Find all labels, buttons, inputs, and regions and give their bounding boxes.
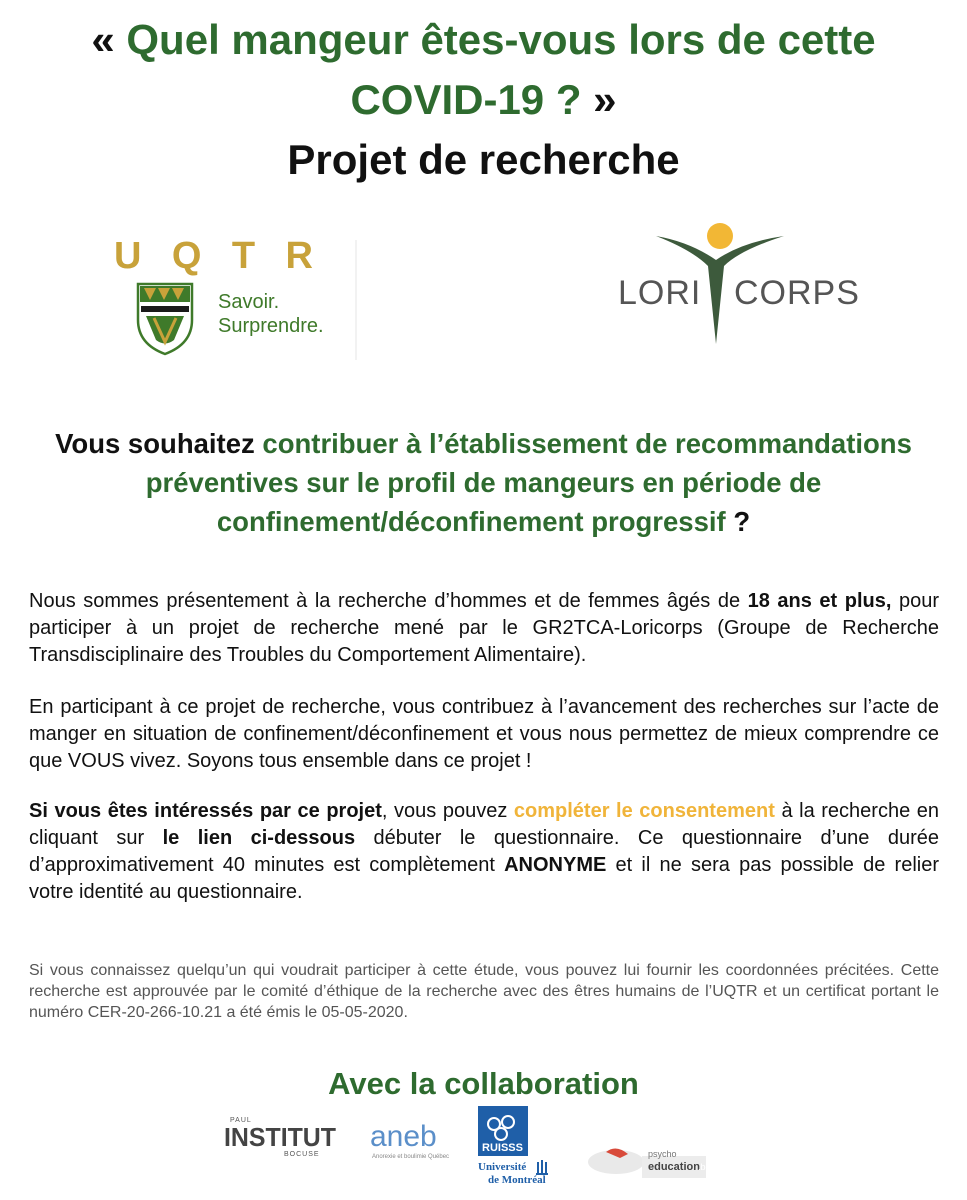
title-close-quote: »	[581, 76, 617, 123]
page-title	[0, 10, 967, 190]
loricorps-logo-graphic	[612, 220, 862, 350]
title-line-2: COVID-19 ?	[350, 76, 582, 123]
p3-link-mention: le lien ci-dessous	[162, 827, 356, 849]
uqtr-wordmark: UQTR	[114, 235, 319, 277]
loricorps-left: LORI	[618, 274, 702, 312]
figure-head-icon	[707, 223, 733, 249]
loricorps-right: CORPS	[734, 274, 860, 312]
headline-highlight: contribuer à l’établissement de recommandations préventives sur le profil de mangeurs en période de confinement/déconfinement progressif	[145, 428, 912, 537]
title-subtitle: Projet de recherche	[287, 136, 680, 183]
headline-lead: Vous souhaitez	[55, 428, 263, 459]
title-open-quote: «	[91, 16, 127, 63]
udem-line-1: Université	[478, 1161, 527, 1173]
institut-top: PAUL	[230, 1117, 252, 1124]
p1-text-b: pour participer à un projet de recherche mené par le GR2TCA-Loricorps (Groupe de Recherche Transdisciplinaire des Troubles du Comportement Alimentaire).	[29, 590, 939, 666]
p1-age-requirement: 18 ans et plus,	[747, 590, 892, 612]
ruisss-logo	[474, 1106, 564, 1188]
p3-interest-bold: Si vous êtes intéressés par ce projet	[29, 800, 382, 822]
p3-anonymous: ANONYME	[504, 854, 607, 876]
consent-link[interactable]: compléter le consentement	[513, 800, 775, 822]
aneb-logo	[368, 1118, 463, 1163]
loricorps-logo	[612, 220, 862, 350]
uqtr-tagline-2: Surprendre.	[218, 315, 324, 337]
collaboration-title: Avec la collaboration	[328, 1066, 639, 1101]
uqtr-tagline-1: Savoir.	[218, 291, 280, 313]
headline	[20, 424, 947, 541]
p3-text-b: à la recherche en cliquant sur	[29, 800, 940, 849]
ethics-note: Si vous connaissez quelqu’un qui voudrait participer à cette étude, vous pouvez lui fournir les coordonnées précitées. Cette recherche est approuvée par le comité d’éthique de la recherche avec des êtres humains de l’UQTR et un certificat portant le numéro CER-20-266-10.21 a été émis le 05-05-2020.	[29, 962, 939, 1021]
udem-line-2: de Montréal	[488, 1174, 546, 1186]
paragraph-recruitment	[29, 588, 939, 669]
aneb-wordmark: aneb	[370, 1120, 437, 1153]
p3-text-d: et il ne sera pas possible de relier votre identité au questionnaire.	[29, 854, 939, 903]
p1-text-a: Nous sommes présentement à la recherche d’hommes et de femmes âgés de	[29, 590, 748, 612]
p3-text-c: débuter le questionnaire. Ce questionnaire d’une durée d’approximativement 40 minutes est complètement	[29, 827, 939, 876]
psycho-tld: .be	[698, 1162, 711, 1172]
ruisss-name: RUISSS	[482, 1142, 523, 1154]
aneb-sub: Anorexie et boulimie Québec	[372, 1154, 450, 1160]
uqtr-logo-graphic	[110, 232, 360, 362]
institut-main: INSTITUT	[224, 1122, 337, 1152]
institut-bottom: BOCUSE	[284, 1151, 320, 1158]
p3-text-a: , vous pouvez	[381, 800, 514, 822]
paragraph-contribution: En participant à ce projet de recherche, vous contribuez à l’avancement des recherches sur l’acte de manger en situation de confinement/déconfinement et vous nous permettez de mieux comprendre ce que VOUS vivez. Soyons tous ensemble dans ce projet !	[29, 696, 939, 772]
uqtr-logo	[110, 232, 360, 362]
title-line-1: Quel mangeur êtes-vous lors de cette	[126, 16, 876, 63]
headline-tail: ?	[725, 506, 751, 537]
institut-bocuse-logo	[222, 1112, 342, 1160]
psycho-line-2: education	[648, 1161, 700, 1173]
psycho-line-1: psycho	[648, 1149, 677, 1159]
psycho-education-logo	[586, 1142, 716, 1182]
paragraph-consent	[29, 798, 939, 906]
